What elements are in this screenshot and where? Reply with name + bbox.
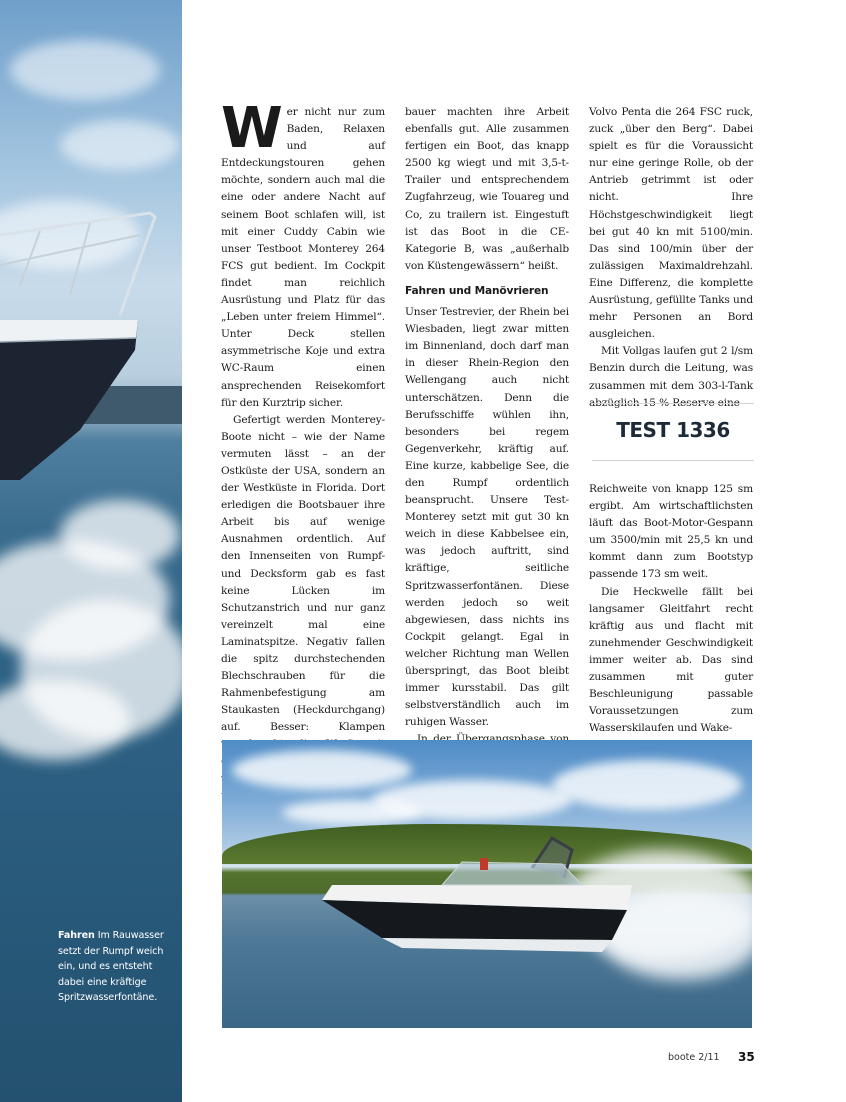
page-number: 35	[738, 1050, 755, 1064]
paragraph: Gefertigt werden Monterey-Boote nicht – wie der Name vermuten lässt – an der Ostküste der USA, sondern an der Westküste in Florida. Dort erledigen die Bootsbauer ihre Arbeit bis auf wenige Ausnahmen ordentlich. Auf den Innenseiten von Rumpf- und Decksform gab es fast keine Lücken im Schutzanstrich und nur ganz vereinzelt mal eine Laminatspitze. Negativ fallen die spitz durchstechenden Blechschrauben für die Rahmenbefestigung am Staukasten (Heckdurchgang) auf. Besser: Klampen	[221, 413, 385, 734]
paragraph: Volvo Penta die 264 FSC ruck, zuck „über den Berg“. Dabei spielt es für die Voraussicht nur eine geringe Rolle, ob der Antrieb getrimmt ist oder nicht. Ihre Höchstgeschwindigkeit liegt bei gut 40 kn mit 5100/min. Das sind 100/min über der zulässigen Maximaldrehzahl. Eine Differenz, die komplette Ausrüstung, gefüllte Tanks und mehr Personen an Bord ausgleichen.	[589, 106, 753, 341]
main-photo-boat-running	[222, 740, 752, 1028]
drop-cap: W	[221, 96, 283, 161]
paragraph: Die Heckwelle fällt bei langsamer Gleitfahrt recht kräftig aus und flacht mit zunehmender Geschwindigkeit immer weiter ab. Das sind zusammen mit guter Beschleunigung passable Voraussetzungen zum Wasserskilaufen und Wake-	[589, 585, 753, 735]
boat	[302, 830, 662, 960]
article-column-3-continued	[589, 481, 753, 737]
test-number-box	[592, 403, 754, 461]
magazine-issue: boote 2/11	[668, 1052, 720, 1063]
left-photo-bow-spray	[0, 0, 182, 1102]
bow-railing	[0, 205, 160, 325]
paragraph: Mit Vollgas laufen gut 2 l/sm Benzin durch die Leitung, was zusammen mit dem 303-l-Tank abzüglich 15 % Reserve eine	[589, 345, 753, 409]
paragraph: Unser Testrevier, der Rhein bei Wiesbaden, liegt zwar mitten im Binnenland, doch darf man in dieser Rhein-Region den Wellengang auch nicht unterschätzen. Denn die Berufsschiffe wühlen ihn, besonders bei regem Gegenverkehr, kräftig auf. Eine kurze, kabbelige See, die den Rumpf ordentlich beansprucht. Unsere Test-Monterey setzt mit gut 30 kn weich in diese Kabbelsee ein, was jedoch auftritt, sind kräftige, seitliche Spritzwasserfontänen. Diese werden jedoch so weit abgewiesen, dass nichts ins Cockpit gelangt. Egal in welcher Richtung man Wellen überspringt, das Boot bleibt immer kursstabil. Das gilt selbstverständlich auch im ruhigen Wasser.	[405, 306, 569, 729]
article-column-3	[589, 104, 753, 412]
article-column-1	[221, 96, 385, 805]
article-column-2	[405, 104, 569, 800]
photo-caption: Fahren Im Rauwasser setzt der Rumpf weich ein, und es entsteht dabei eine kräftige Spritzwasserfontäne.	[58, 930, 164, 1003]
section-subheading: Fahren und Manövrieren	[405, 284, 549, 297]
boat-bow	[0, 320, 140, 480]
test-number-label: TEST 1336	[616, 418, 730, 442]
paragraph: bauer machten ihre Arbeit ebenfalls gut. Alle zusammen fertigen ein Boot, das knapp 2500 kg wiegt und mit 3,5-t-Trailer und entsprechendem Zugfahrzeug, wie Touareg und Co, zu trailern ist. Eingestuft ist das Boot in die CE-Kategorie B, was „außerhalb von Küstengewässern“ heißt.	[405, 106, 569, 272]
paragraph: er nicht nur zum Baden, Relaxen und auf Entdeckungstouren gehen möchte, sondern auch mal die eine oder andere Nacht auf seinem Boot schlafen will, ist mit einer Cuddy Cabin wie unser Testboot Monterey 264 FCS gut bedient. Im Cockpit findet man reichlich Ausrüstung und Platz für das „Leben unter freiem Himmel“. Unter Deck stellen asymmetrische Koje und extra WC-Raum einen ansprechenden Reisekomfort für den Kurztrip sicher.	[221, 106, 385, 409]
paragraph: Reichweite von knapp 125 sm ergibt. Am wirtschaftlichsten läuft das Boot-Motor-Gespann um 3500/min mit 25,5 kn und kommt dann zum Bootstyp passende 173 sm weit.	[589, 483, 753, 581]
